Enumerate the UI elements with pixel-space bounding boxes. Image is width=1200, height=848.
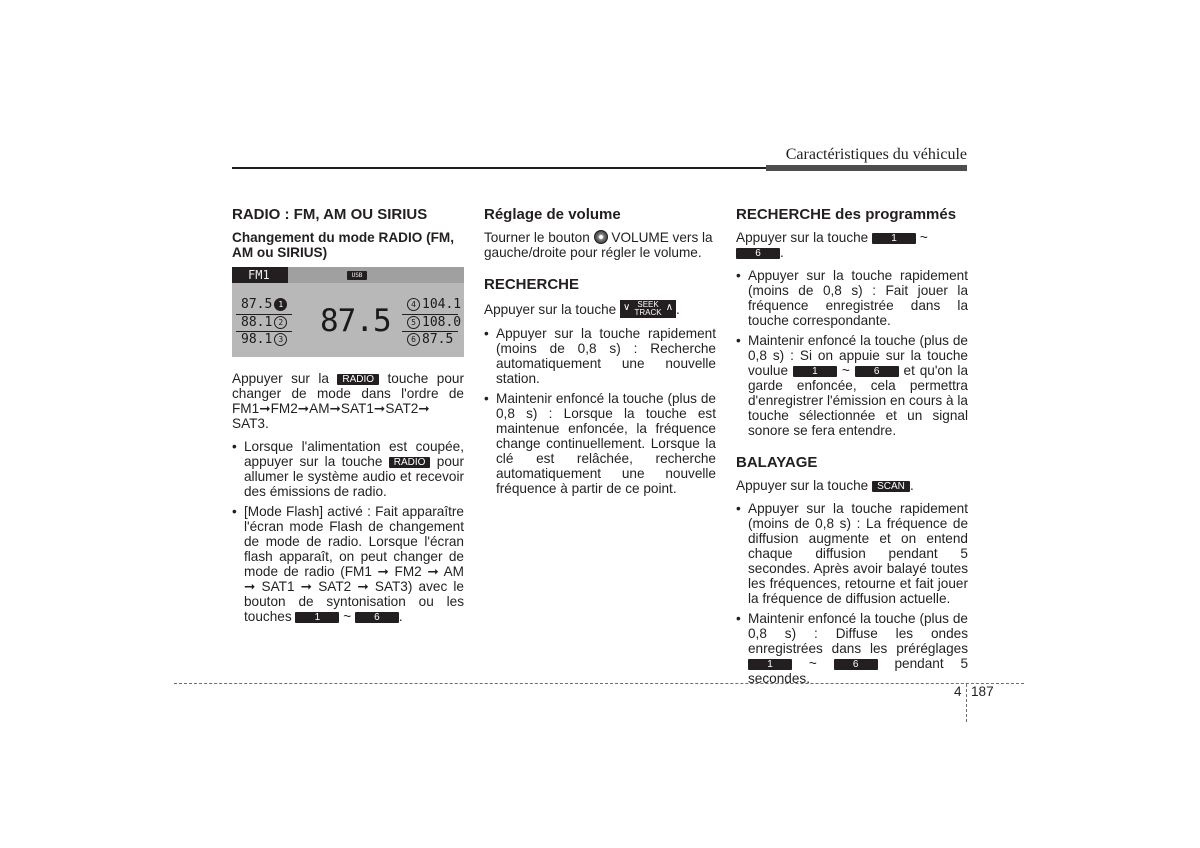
display-divider [236, 314, 292, 315]
preset-6-key-icon: 6 [855, 366, 899, 377]
list-item: • Appuyer sur la touche rapidement (moins de 0,8 s) : Fait jouer la fréquence enregistrée dans la touche correspondante. [736, 268, 968, 328]
usb-icon: USB [347, 271, 367, 280]
header-rule-accent [766, 165, 967, 171]
page-number: 187 [971, 684, 994, 699]
display-preset: 6 87.5 [405, 333, 453, 347]
display-preset: 4 104.1 [405, 298, 461, 312]
section-heading-scan: BALAYAGE [736, 454, 818, 471]
list-item: • Lorsque l'alimentation est coupée, appuyer sur la touche RADIO pour allumer le système audio et recevoir des émissions de radio. [232, 439, 464, 499]
bullet-list-preset [736, 268, 968, 438]
running-header: Caractéristiques du véhicule [785, 146, 967, 163]
preset-1-key-icon: 1 [872, 233, 916, 244]
bullet-list-radio [232, 439, 464, 624]
footer-divider [174, 683, 1024, 684]
display-preset: 98.1 3 [241, 333, 289, 347]
footer-vertical-divider [966, 684, 967, 722]
section-heading-volume: Réglage de volume [484, 206, 621, 223]
list-item: • Maintenir enfoncé la touche (plus de 0,8 s) : Lorsque la touche est maintenue enfoncée, la fréquence change continuellement. Lorsque la clé est relâchée, recherche automatiquement une nouvelle fréquence à partir de ce point. [484, 391, 716, 496]
chapter-number: 4 [954, 684, 962, 699]
subheading-mode-change: Changement du mode RADIO (FM, AM ou SIRIUS) [232, 230, 455, 260]
list-item: • Appuyer sur la touche rapidement (moins de 0,8 s) : La fréquence de diffusion augmente et on entend chaque diffusion pendant 5 secondes. Après avoir balayé toutes les fréquences, retourne et fait jouer la fréquence de diffusion actuelle. [736, 501, 968, 606]
volume-knob-icon [594, 230, 608, 244]
column-presets-scan [736, 206, 968, 702]
radio-key-icon: RADIO [337, 374, 379, 385]
radio-key-icon: RADIO [389, 457, 431, 468]
section-scan [736, 454, 968, 686]
display-preset: 87.5 1 [241, 298, 289, 312]
display-divider [236, 331, 292, 332]
preset-1-key-icon: 1 [793, 366, 837, 377]
section-search [484, 276, 716, 496]
paragraph-search-intro: Appuyer sur la touche ∨ SEEK TRACK ∧ . [484, 300, 680, 317]
preset-1-key-icon: 1 [295, 612, 339, 623]
paragraph-preset-intro: Appuyer sur la touche 1 ~ 6 . [736, 230, 928, 260]
display-preset: 88.1 2 [241, 316, 289, 330]
section-preset-search [736, 206, 968, 438]
scan-key-icon: SCAN [872, 481, 910, 492]
preset-6-key-icon: 6 [834, 659, 878, 670]
list-item: • [Mode Flash] activé : Fait apparaître l'écran mode Flash de changement de mode de radio. Lorsque l'écran flash apparaît, on peut changer de mode de radio (FM1 ➞ FM2 ➞ AM ➞ SAT1 ➞ SAT2 ➞ SAT3) avec le bouton de syntonisation ou les touches 1 ~ 6 . [232, 504, 464, 624]
paragraph-scan-intro: Appuyer sur la touche SCAN . [736, 478, 914, 493]
section-heading-radio: RADIO : FM, AM OU SIRIUS [232, 206, 428, 223]
section-volume [484, 206, 716, 260]
bullet-list-scan [736, 501, 968, 686]
paragraph-radio-key: Appuyer sur la RADIO touche pour changer de mode dans l'ordre de FM1➞FM2➞AM➞SAT1➞SAT2➞ SAT3. [232, 371, 464, 431]
seek-track-key-icon: ∨ SEEK TRACK ∧ [620, 300, 676, 318]
paragraph-volume: Tourner le bouton VOLUME vers la gauche/droite pour régler le volume. [484, 230, 713, 260]
display-divider [402, 314, 458, 315]
display-divider [402, 331, 458, 332]
list-item: • Maintenir enfoncé la touche (plus de 0,8 s) : Diffuse les ondes enregistrées dans les préréglages 1 ~ 6 pendant 5 secondes. [736, 611, 968, 686]
preset-1-key-icon: 1 [748, 659, 792, 670]
header-rule [232, 167, 766, 169]
list-item: • Appuyer sur la touche rapidement (moins de 0,8 s) : Recherche automatiquement une nouvelle station. [484, 326, 716, 386]
column-volume-search [484, 206, 716, 512]
radio-display-illustration [232, 267, 464, 357]
section-heading-preset-search: RECHERCHE des programmés [736, 206, 957, 223]
bullet-list-search [484, 326, 716, 496]
column-radio [232, 206, 464, 634]
preset-6-key-icon: 6 [355, 612, 399, 623]
list-item: • Maintenir enfoncé la touche (plus de 0,8 s) : Si on appuie sur la touche voulue 1 ~ 6 et qu'on la garde enfoncée, cela permettra d'enregistrer l'émission en cours à la touche sélectionnée et un signal sonore se fera entendre. [736, 333, 968, 438]
section-heading-search: RECHERCHE [484, 276, 580, 293]
preset-6-key-icon: 6 [736, 248, 780, 259]
display-main-frequency: 87.5 [320, 303, 391, 339]
display-preset: 5 108.0 [405, 316, 461, 330]
display-band-label: FM1 [232, 267, 288, 283]
